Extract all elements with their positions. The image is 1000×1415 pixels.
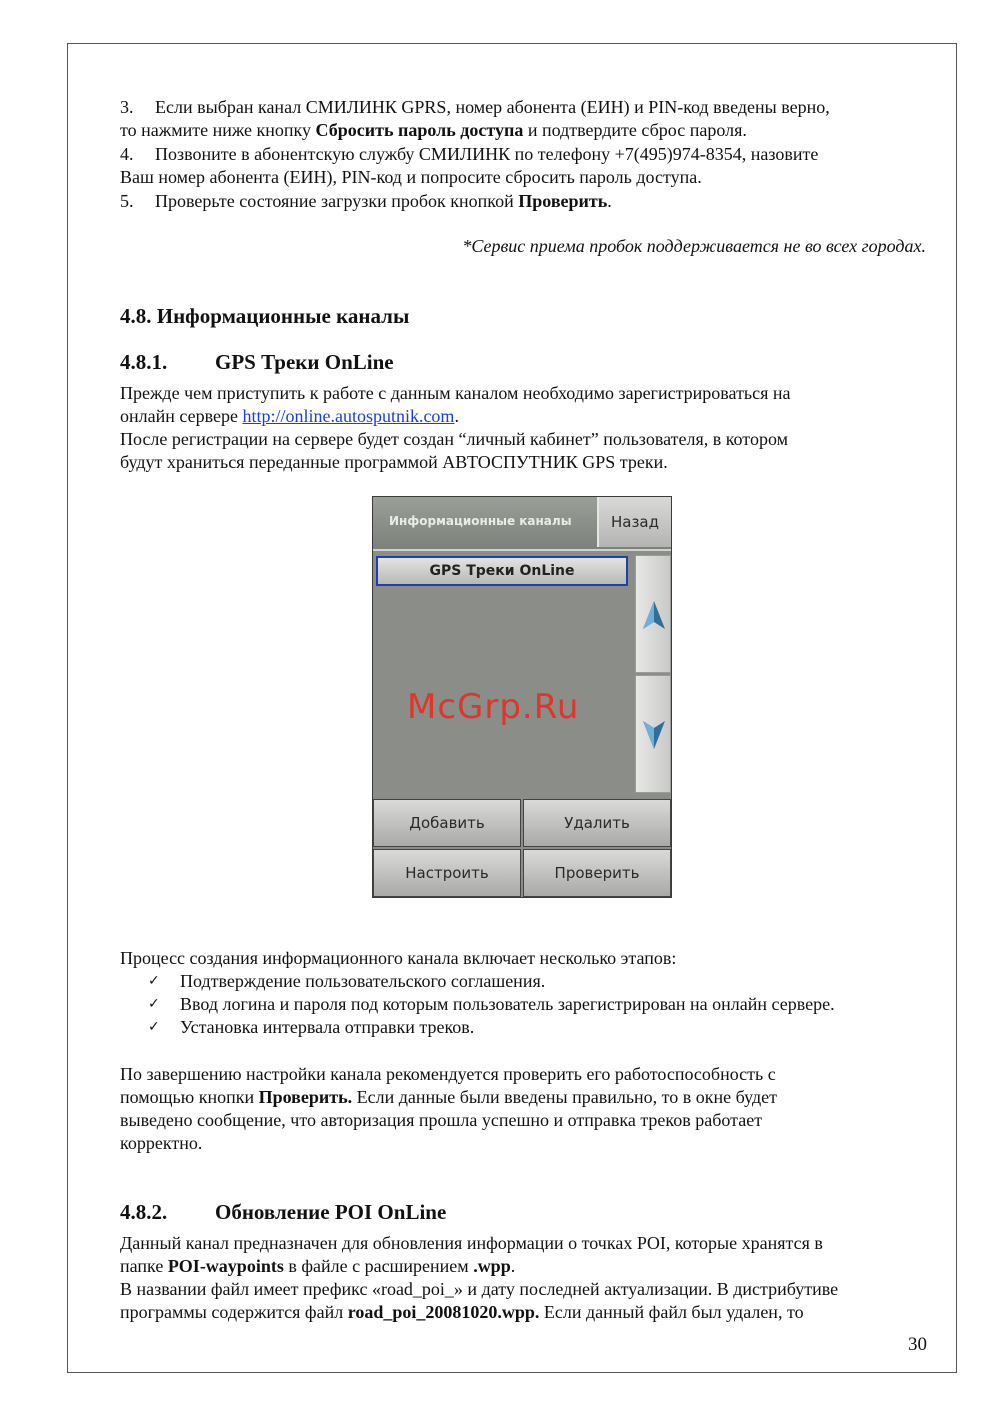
scroll-up-button[interactable] [635,555,671,673]
delete-button[interactable]: Удалить [523,799,671,847]
section-heading-4-8-2: 4.8.2. Обновление POI OnLine [120,1200,447,1224]
page-number: 30 [908,1334,927,1355]
list-item: ✓ Ввод логина и пароля под которым пользователь зарегистрирован на онлайн сервере. [148,994,835,1014]
list-item: ✓ Подтверждение пользовательского соглашения. [148,971,546,991]
list-item-gps-tracks[interactable]: GPS Треки OnLine [376,556,628,586]
add-button[interactable]: Добавить [373,799,521,847]
arrow-up-icon [642,600,666,630]
arrow-down-icon [642,720,666,750]
paragraph-verification: По завершению настройки канала рекомендуется проверить его работоспособность с помощью кнопки Проверить. Если данные были введены правильно, то в окне будет выведено сообщение, что авторизация прошла успешно и отправка треков работает корректно. [120,1064,778,1153]
step-3: 3. Если выбран канал СМИЛИНК GPRS, номер абонента (ЕИН) и PIN-код введены верно, то нажмите ниже кнопку Сбросить пароль доступа и подтвердите сброс пароля. [120,97,830,140]
check-icon: ✓ [148,973,160,989]
section-heading-4-8-1: 4.8.1. GPS Треки OnLine [120,350,394,374]
channel-list [373,551,635,797]
step-5: 5. Проверьте состояние загрузки пробок кнопкой Проверить. [120,191,612,211]
paragraph-poi: Данный канал предназначен для обновления информации о точках POI, которые хранятся в папке POI-waypoints в файле с расширением .wpp. В названии файл имеет префикс «road_poi_» и дату последней актуализации. В дистрибутиве программы содержится файл road_poi_20081020.wpp. Если данный файл был удален, то [120,1233,839,1322]
channels-screenshot [372,496,672,898]
process-intro: Процесс создания информационного канала включает несколько этапов: [120,948,677,968]
watermark: McGrp.Ru [407,687,580,727]
paragraph-registration: Прежде чем приступить к работе с данным каналом необходимо зарегистрироваться на онлайн сервере http://online.autosputnik.com. [120,383,791,426]
scroll-down-button[interactable] [635,675,671,793]
paragraph-cabinet: После регистрации на сервере будет создан “личный кабинет” пользователя, в котором будут храниться переданные программой АВТОСПУТНИК GPS треки. [120,429,788,472]
screenshot-header [373,497,671,551]
list-item: ✓ Установка интервала отправки треков. [148,1017,475,1037]
screenshot-title: Информационные каналы [389,514,572,528]
back-button[interactable]: Назад [597,497,671,547]
check-icon: ✓ [148,1019,160,1035]
process-steps-list [148,970,835,1039]
server-link[interactable]: http://online.autosputnik.com [242,406,455,426]
service-note: *Сервис приема пробок поддерживается не во всех городах. [462,236,926,256]
section-heading-4-8: 4.8. Информационные каналы [120,304,410,328]
check-button[interactable]: Проверить [523,849,671,897]
step-4: 4. Позвоните в абонентскую службу СМИЛИНК по телефону +7(495)974-8354, назовите Ваш номер абонента (ЕИН), PIN-код и попросите сбросить пароль доступа. [120,144,819,187]
configure-button[interactable]: Настроить [373,849,521,897]
check-icon: ✓ [148,996,160,1012]
